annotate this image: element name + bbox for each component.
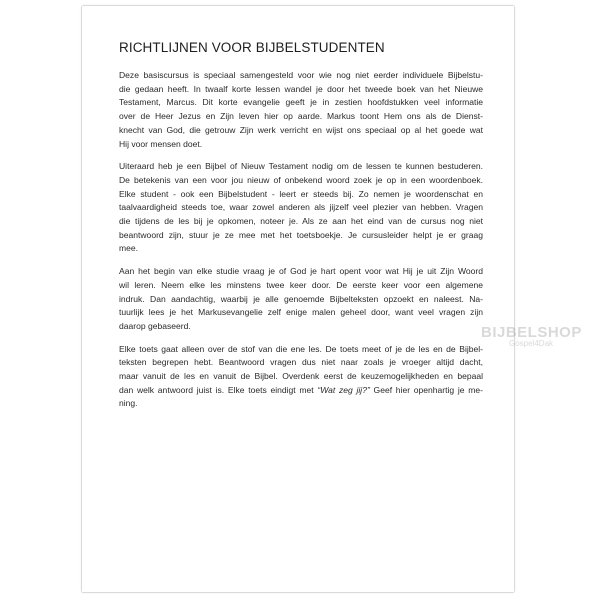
shop-watermark xyxy=(481,325,582,348)
paragraph-1 xyxy=(119,69,483,151)
text-line: taalvaardigheid steeds toe, waar zowel anderen als jijzelf veel plezier van hebben. Vragen xyxy=(119,202,483,213)
text-line: teksten begrepen hebt. Beantwoord vragen dus niet naar zoals je vroeger altijd dacht, xyxy=(119,357,483,368)
text-line: indruk. Dan aandachtig, waarbij je alle genoemde Bijbelteksten opzoekt en naleest. Na- xyxy=(119,293,483,304)
document-content xyxy=(119,40,483,420)
paragraph-2 xyxy=(119,160,483,256)
text-line: ning. xyxy=(119,398,138,409)
text-line: die gedaan heeft. In twaalf korte lessen wandel je door het tweede boek van het Nieuwe xyxy=(119,83,483,94)
text-line: maar vanuit de les en vanuit de Bijbel. Overdenk eerst de keuzemogelijkheden en bepaal xyxy=(119,371,483,382)
paragraph-3 xyxy=(119,265,483,334)
text-line: mee. xyxy=(119,243,139,254)
document-title: RICHTLIJNEN VOOR BIJBELSTUDENTEN xyxy=(119,40,385,55)
watermark-subtitle: Gospel4Dak xyxy=(509,339,554,348)
text-line: over de Heer Jezus en Zijn leven hier op aarde. Markus toont Hem ons als de Dienst- xyxy=(119,111,483,122)
text-line: Elke toets gaat alleen over de stof van die ene les. De toets meet of je de les en de Bijbel- xyxy=(119,343,483,354)
text-line: Aan het begin van elke studie vraag je of God je hart opent voor wat Hij je uit Zijn Woord xyxy=(119,266,483,277)
text-line: Deze basiscursus is speciaal samengesteld voor wie nog niet eerder individuele Bijbelstu- xyxy=(119,70,483,80)
quoted-phrase: “Wat zeg jij?” xyxy=(317,384,370,395)
document-page xyxy=(82,6,582,592)
text-line: Testament, Marcus. Dit korte evangelie geeft je in zestien hoofdstukken veel informatie xyxy=(119,97,483,108)
text-line: Elke student - ook een Bijbelstudent - leert er steeds bij. Zo nemen je woordenschat en xyxy=(119,188,483,199)
text-line: Uiteraard heb je een Bijbel of Nieuw Testament nodig om de lessen te kunnen bestuderen. xyxy=(119,161,483,172)
text-line-mixed xyxy=(119,384,483,398)
text-line: De betekenis van een voor jou nieuw of onbekend woord zoek je op in een woordenboek. xyxy=(119,174,483,185)
text-line: wil leren. Neem elke les minstens twee keer door. De eerste keer voor een algemene xyxy=(119,279,483,290)
text-line: die tijdens de les bij je opkomen, noteer je. Als ze aan het eind van de cursus nog niet xyxy=(119,216,483,227)
quoted-text: Wat zeg jij? xyxy=(320,384,367,395)
text-line: knecht van God, die getrouw Zijn werk verricht en wijst ons speciaal op al het goede wat xyxy=(119,124,483,135)
text-segment: dan welk antwoord juist is. Elke toets eindigt met xyxy=(119,384,318,395)
text-line: beantwoord zijn, stuur je ze mee met het toetsboekje. Je cursusleider helpt je er graag xyxy=(119,229,483,240)
text-line: daarop gebaseerd. xyxy=(119,320,191,331)
text-line: Hij voor mensen doet. xyxy=(119,138,203,149)
text-line: tuurlijk lees je het Markusevangelie zelf enige malen geheel door, want veel vragen zijn xyxy=(119,307,483,318)
paragraph-4 xyxy=(119,343,483,412)
text-segment: Geef hier openhartig je me- xyxy=(369,384,483,395)
watermark-title: BIJBELSHOP xyxy=(481,324,582,341)
